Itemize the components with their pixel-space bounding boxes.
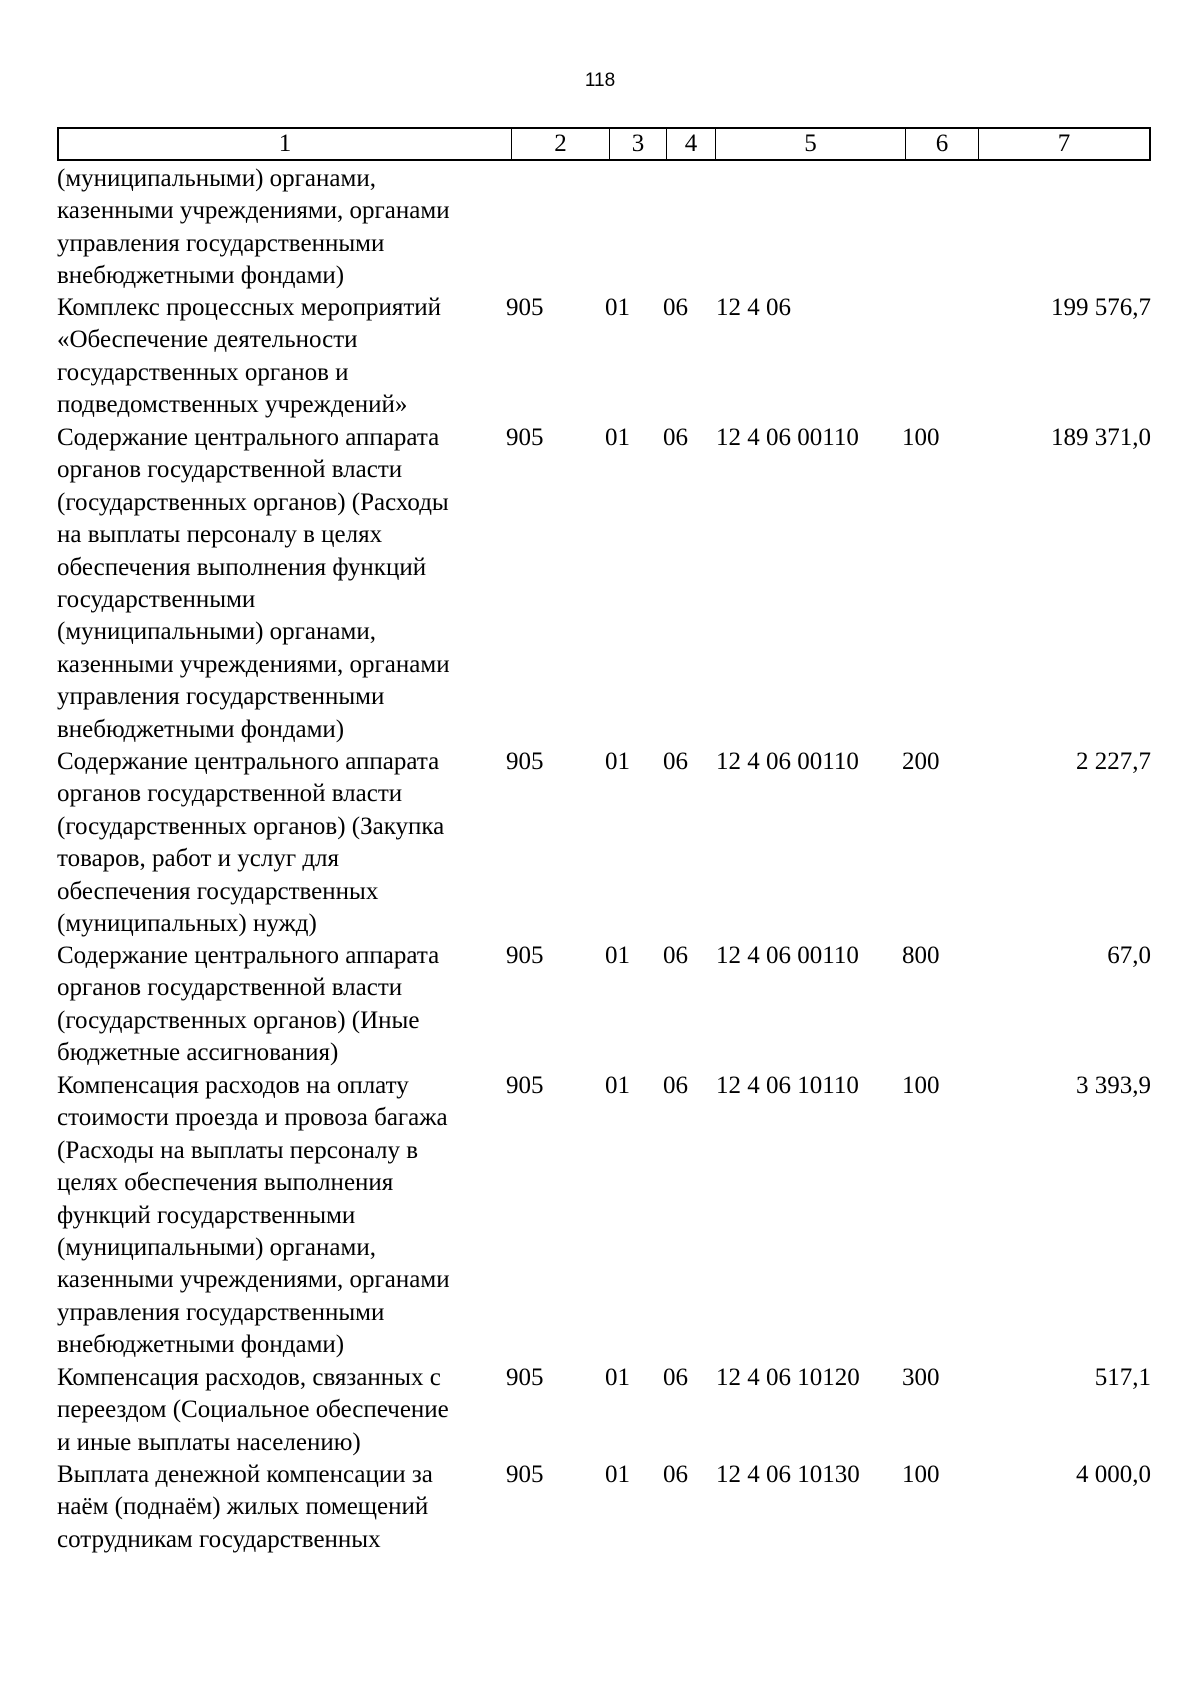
column-header-1: 1	[59, 129, 512, 159]
column-header-5: 5	[716, 129, 906, 159]
column-header-2: 2	[512, 129, 610, 159]
row-name: Компенсация расходов, связанных с переездом (Социальное обеспечение и иные выплаты населению)	[57, 1364, 449, 1456]
row-col-7: 189 371,0	[1051, 424, 1151, 451]
column-header-7: 7	[1057, 130, 1071, 157]
row-col-6: 200	[902, 748, 940, 775]
row-col-7: 199 576,7	[1051, 294, 1151, 321]
row-col-4: 06	[663, 942, 688, 969]
row-col-5: 12 4 06 10120	[716, 1364, 860, 1391]
column-header-row	[57, 127, 1151, 161]
row-col-7: 4 000,0	[1076, 1461, 1151, 1488]
row-name: Содержание центрального аппарата органов государственной власти (государственных органов) (Расходы на выплаты персоналу в целях обеспечения выполнения функций государственными (муниципальными) органами, казенными учреждениями, органами управления государственными внебюджетными фондами)	[57, 424, 450, 743]
column-header-4: 4	[667, 129, 716, 159]
row-col-3: 01	[605, 294, 630, 321]
row-name: Комплекс процессных мероприятий «Обеспечение деятельности государственных органов и подведомственных учреждений»	[57, 294, 442, 419]
row-col-3: 01	[605, 424, 630, 451]
row-col-2: 905	[506, 1461, 544, 1488]
row-col-6: 800	[902, 942, 940, 969]
row-col-2: 905	[506, 1364, 544, 1391]
row-col-5: 12 4 06 00110	[716, 748, 859, 775]
row-col-3: 01	[605, 748, 630, 775]
row-name: Компенсация расходов на оплату стоимости проезда и провоза багажа (Расходы на выплаты персоналу в целях обеспечения выполнения функций государственными (муниципальными) органами, казенными учреждениями, органами управления государственными внебюджетными фондами)	[57, 1072, 450, 1359]
row-col-5: 12 4 06 10130	[716, 1461, 860, 1488]
row-col-3: 01	[605, 1461, 630, 1488]
row-col-7: 2 227,7	[1076, 748, 1151, 775]
row-col-4: 06	[663, 748, 688, 775]
page-number: 118	[584, 70, 616, 91]
row-col-2: 905	[506, 748, 544, 775]
column-header-3: 3	[610, 129, 667, 159]
row-col-2: 905	[506, 424, 544, 451]
row-col-7: 67,0	[1107, 942, 1151, 969]
row-col-2: 905	[506, 1072, 544, 1099]
row-col-3: 01	[605, 1072, 630, 1099]
row-col-3: 01	[605, 1364, 630, 1391]
row-col-6: 100	[902, 424, 940, 451]
row-col-7: 517,1	[1094, 1364, 1151, 1391]
row-name: Выплата денежной компенсации за наём (поднаём) жилых помещений сотрудникам государственных	[57, 1461, 433, 1553]
column-header-6: 6	[906, 129, 979, 159]
row-col-5: 12 4 06	[716, 294, 791, 321]
row-col-5: 12 4 06 00110	[716, 942, 859, 969]
row-col-5: 12 4 06 00110	[716, 424, 859, 451]
row-col-4: 06	[663, 1461, 688, 1488]
row-col-6: 100	[902, 1072, 940, 1099]
row-col-4: 06	[663, 1364, 688, 1391]
row-col-4: 06	[663, 294, 688, 321]
row-name: Содержание центрального аппарата органов государственной власти (государственных органов) (Закупка товаров, работ и услуг для обеспечения государственных (муниципальных) нужд)	[57, 748, 445, 938]
row-col-7: 3 393,9	[1076, 1072, 1151, 1099]
row-name: Содержание центрального аппарата органов государственной власти (государственных органов) (Иные бюджетные ассигнования)	[57, 942, 440, 1067]
row-col-6: 100	[902, 1461, 940, 1488]
row-col-3: 01	[605, 942, 630, 969]
row-col-2: 905	[506, 942, 544, 969]
row-col-6: 300	[902, 1364, 940, 1391]
row-col-5: 12 4 06 10110	[716, 1072, 859, 1099]
row-col-4: 06	[663, 424, 688, 451]
row-col-4: 06	[663, 1072, 688, 1099]
row-col-2: 905	[506, 294, 544, 321]
row-name: (муниципальными) органами, казенными учреждениями, органами управления государственными внебюджетными фондами)	[57, 165, 450, 290]
